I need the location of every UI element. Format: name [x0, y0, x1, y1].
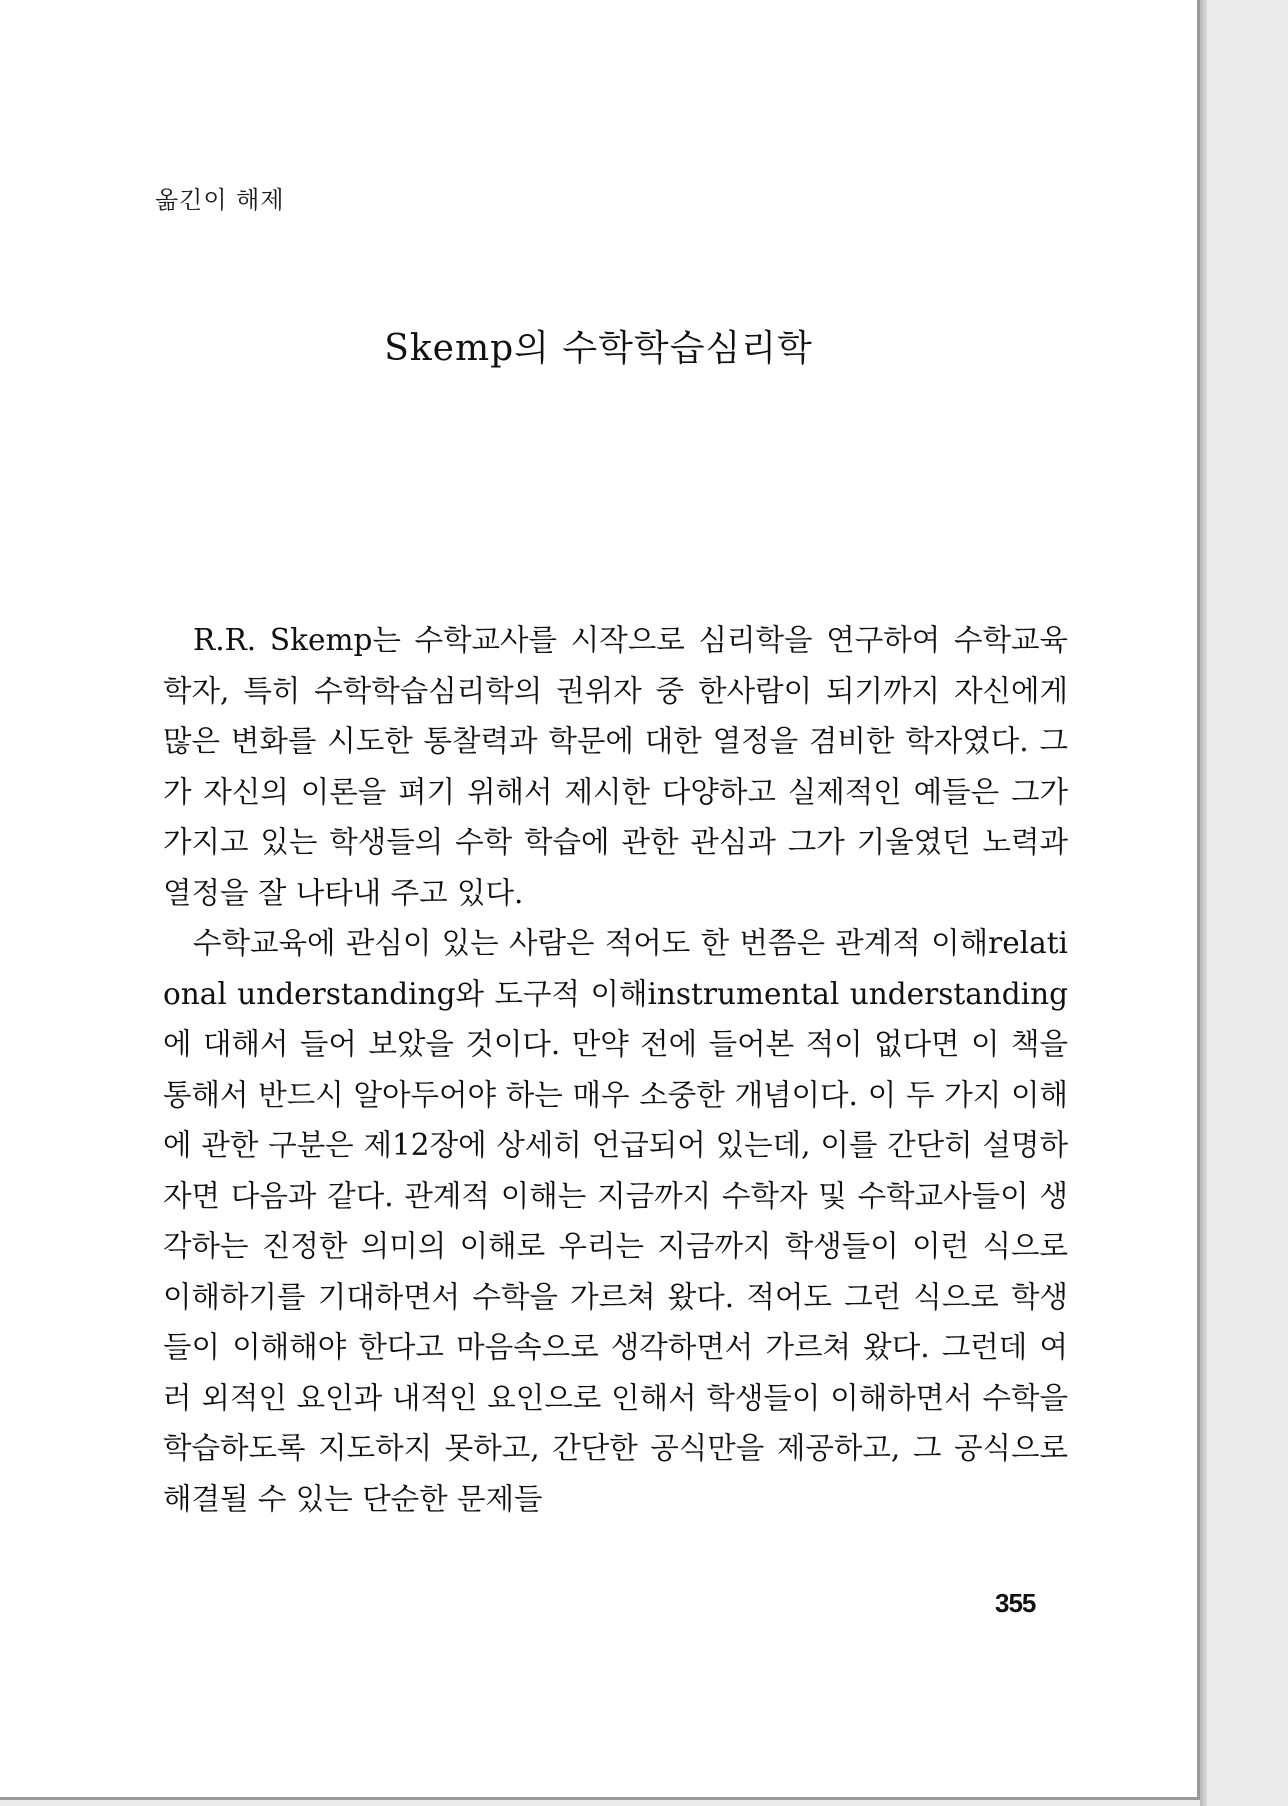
running-header: 옮긴이 해제 [155, 186, 285, 214]
page-edge-shadow [1200, 0, 1207, 1806]
body-text [163, 615, 1068, 1524]
page-number: 355 [995, 1588, 1036, 1618]
paragraph-1: R.R. Skemp는 수학교사를 시작으로 심리학을 연구하여 수학교육학자, 특히 수학학습심리학의 권위자 중 한사람이 되기까지 자신에게 많은 변화를 시도한 통찰력과 학문에 대한 열정을 겸비한 학자였다. 그가 자신의 이론을 펴기 위해서 제시한 다양하고 실제적인 예들은 그가 가지고 있는 학생들의 수학 학습에 관한 관심과 그가 기울였던 노력과 열정을 잘 나타내 주고 있다. [163, 623, 1068, 910]
paragraph-2: 수학교육에 관심이 있는 사람은 적어도 한 번쯤은 관계적 이해relational understanding와 도구적 이해instrumental understanding에 대해서 들어 보았을 것이다. 만약 전에 들어본 적이 없다면 이 책을 통해서 반드시 알아두어야 하는 매우 소중한 개념이다. 이 두 가지 이해에 관한 구분은 제12장에 상세히 언급되어 있는데, 이를 간단히 설명하자면 다음과 같다. 관계적 이해는 지금까지 수학자 및 수학교사들이 생각하는 진정한 의미의 이해로 우리는 지금까지 학생들이 이런 식으로 이해하기를 기대하면서 수학을 가르쳐 왔다. 적어도 그런 식으로 학생들이 이해해야 한다고 마음속으로 생각하면서 가르쳐 왔다. 그런데 여러 외적인 요인과 내적인 요인으로 인해서 학생들이 이해하면서 수학을 학습하도록 지도하지 못하고, 간단한 공식만을 제공하고, 그 공식으로 해결될 수 있는 단순한 문제들 [163, 926, 1068, 1516]
chapter-title: Skemp의 수학학습심리학 [384, 328, 813, 369]
